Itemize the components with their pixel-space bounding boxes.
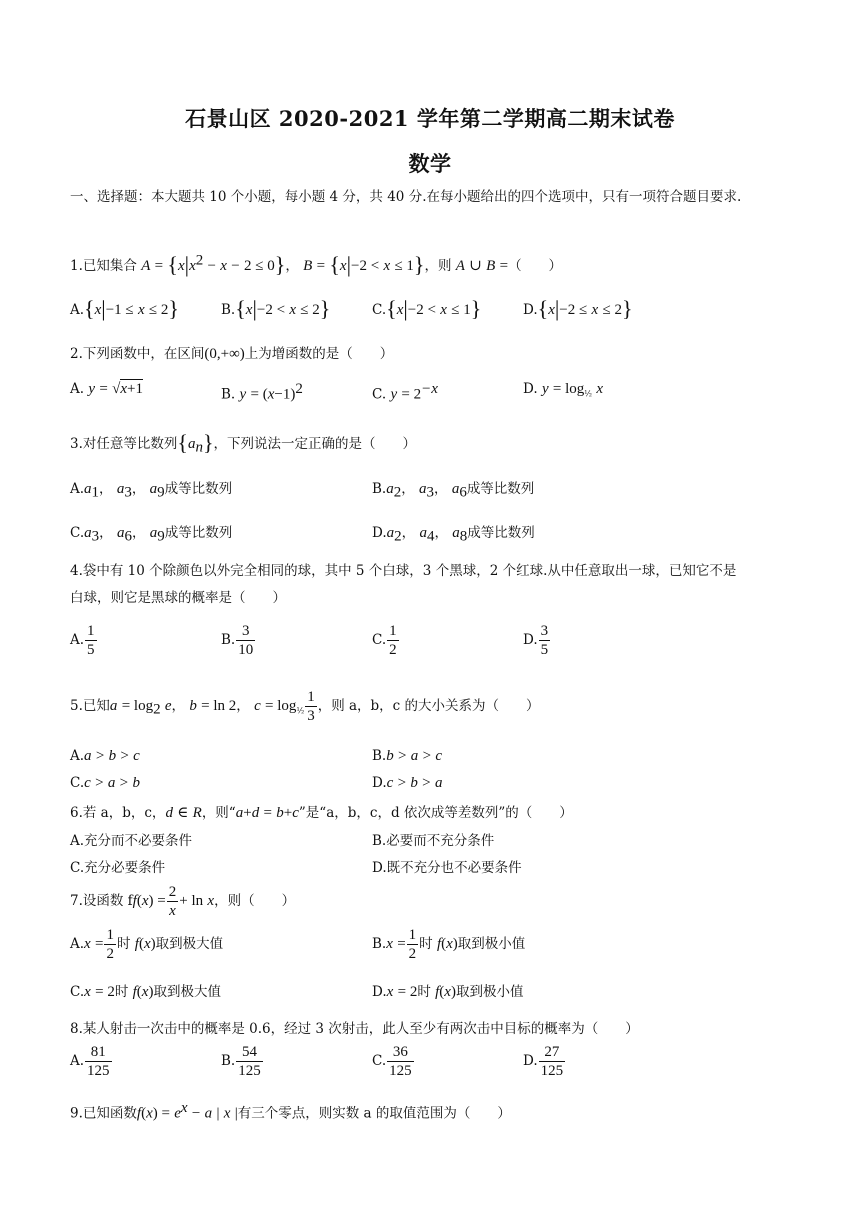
q7-option-b: B.x = $\frac{1}{2}$ 时 f(x)取到极小值 — [372, 927, 526, 962]
question-8: 8.某人射击一次击中的概率是 0.6，经过 3 次射击，此人至少有两次击中目标的概率为（ ） — [70, 1021, 639, 1037]
question-3: 3.对任意等比数列$\{a_n\}$，下列说法一定正确的是（ ） — [70, 430, 417, 456]
question-5: 5.已知$a = \log_2 e$， b = ln 2， $c = \log_{\frac{1}{2}}$ $\frac{1}{3}$ ，则 a，b，c 的大小关系为（ ） — [70, 689, 540, 724]
question-9: 9.已知函数$f(x) = e^x - a$ | x |有三个零点，则实数 a 的取值范围为（ ） — [70, 1100, 511, 1122]
q2-option-a: A. y = √x+1 — [70, 381, 143, 397]
q1-option-d: D.{x|−2 ≤ x ≤ 2} — [523, 296, 633, 321]
q7-option-d: D.x = 2时 f(x)取到极小值 — [372, 984, 524, 1000]
q5-option-c: C.c > a > b — [70, 775, 140, 791]
q3-option-b: $B.a_2$， $a_3$， $a_6$成等比数列 — [372, 481, 535, 501]
q2-option-c: C. $y = 2^{-x}$ — [372, 381, 438, 403]
q1-option-b: B.{x|−2 < x ≤ 2} — [221, 296, 331, 321]
q5-option-b: B.b > a > c — [372, 748, 443, 764]
section-instruction: 一、选择题：本大题共 10 个小题，每小题 4 分，共 40 分.在每小题给出的四个选项中，只有一项符合题目要求. — [70, 189, 742, 205]
q6-option-a: A.充分而不必要条件 — [70, 833, 193, 849]
q1-option-a: A.{x|−1 ≤ x ≤ 2} — [70, 296, 179, 321]
q4-option-a: A. $\frac{1}{5}$ — [70, 623, 95, 658]
q6-option-d: D.既不充分也不必要条件 — [372, 860, 522, 876]
q7-option-a: A.x = $\frac{1}{2}$ 时 f(x)取到极大值 — [70, 927, 224, 962]
q8-option-b: B. $\frac{54}{125}$ — [221, 1044, 261, 1079]
question-2: 2.下列函数中，在区间(0,+∞)上为增函数的是（ ） — [70, 346, 394, 362]
q4-option-c: C. $\frac{1}{2}$ — [372, 623, 397, 658]
q6-option-b: B.必要而不充分条件 — [372, 833, 495, 849]
q6-option-c: C.充分必要条件 — [70, 860, 166, 876]
question-4-line1: 4.袋中有 10 个除颜色以外完全相同的球，其中 5 个白球，3 个黑球，2 个红球.从中任意取出一球，已知它不是 — [70, 563, 737, 579]
q3-option-c: $C.a_3$， $a_6$， $a_9$成等比数列 — [70, 525, 233, 545]
q1-option-c: C.{x|−2 < x ≤ 1} — [372, 296, 482, 321]
q2-option-b: B. $y = (x-1)^2$ — [221, 381, 303, 403]
q3-option-d: $D.a_2$， $a_4$， $a_8$成等比数列 — [372, 525, 535, 545]
exam-title: 石景山区 2020-2021 学年第二学期高二期末试卷 — [185, 106, 675, 131]
q7-option-c: C.x = 2时 f(x)取到极大值 — [70, 984, 221, 1000]
q4-option-d: D. $\frac{3}{5}$ — [523, 623, 549, 658]
question-1: 1.已知集合 $A = \{x|x^2 - x - 2 \le 0\}$， B = {x|−2 < x ≤ 1}，则 A ∪ B =（ ） — [70, 252, 563, 277]
q5-option-a: A.a > b > c — [70, 748, 140, 764]
question-6: 6.若 a，b，c，d ∈ R，则“a+d = b+c”是“a，b，c，d 依次成等差数列”的（ ） — [70, 805, 573, 821]
subject-title: 数学 — [408, 151, 452, 176]
q4-option-b: B. $\frac{3}{10}$ — [221, 623, 254, 658]
question-4-line2: 白球，则它是黑球的概率是（ ） — [70, 590, 286, 606]
q8-option-a: A. $\frac{81}{125}$ — [70, 1044, 110, 1079]
question-7: 7.设函数 ff(x) = $\frac{2}{x}$ + ln x，则（ ） — [70, 884, 296, 919]
q3-option-a: $A.a_1$， $a_3$， $a_9$成等比数列 — [70, 481, 233, 501]
q8-option-d: D. $\frac{27}{125}$ — [523, 1044, 564, 1079]
q8-option-c: C. $\frac{36}{125}$ — [372, 1044, 412, 1079]
q2-option-d: D. $y = \log_{\frac{1}{2}} x$ — [523, 381, 604, 399]
q5-option-d: D.c > b > a — [372, 775, 443, 791]
